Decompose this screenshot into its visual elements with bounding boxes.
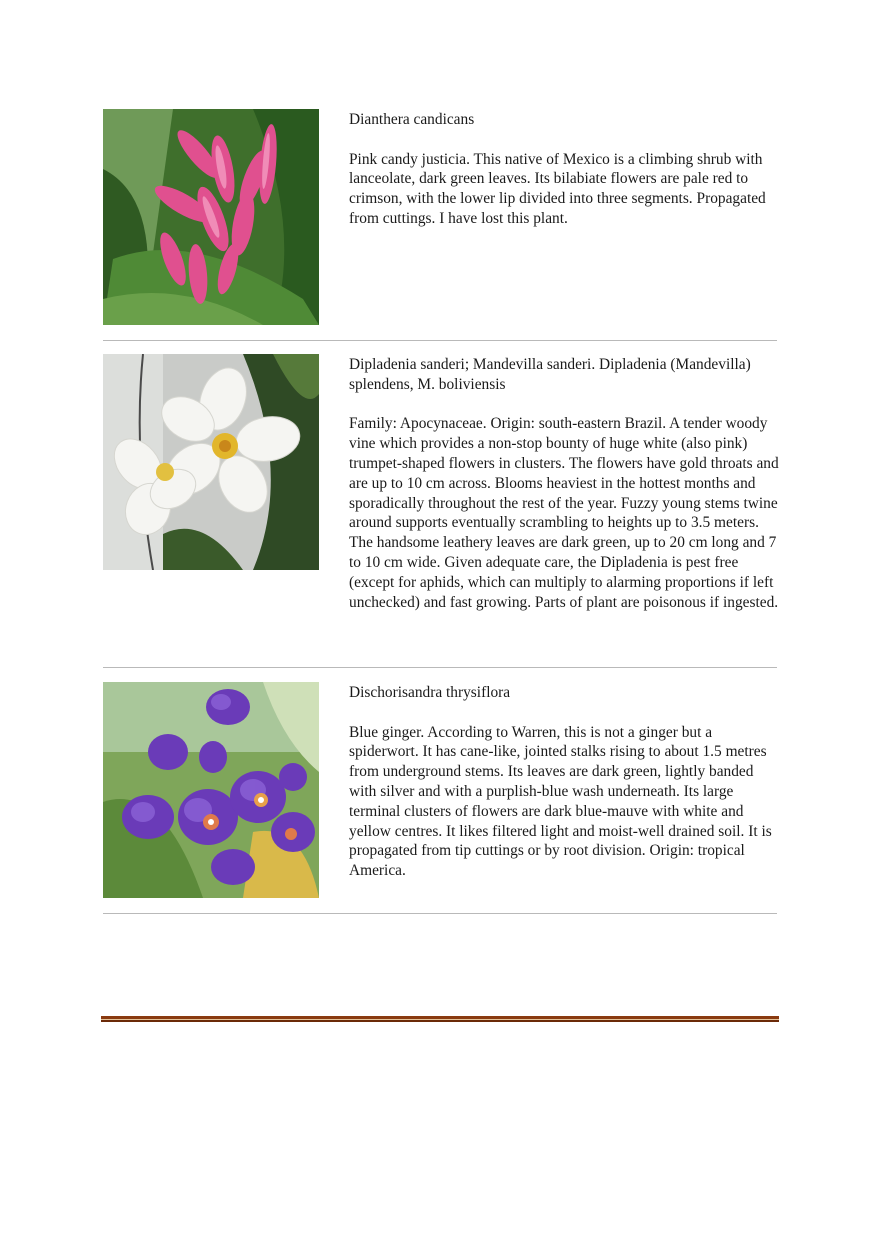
plant-name: Dischorisandra thrysiflora <box>349 684 511 701</box>
entry-text <box>349 110 779 229</box>
plant-description: Blue ginger. According to Warren, this is not a ginger but a spiderwort. It has cane-like, jointed stalks rising to about 1.5 metres from underground stems. Its leaves are dark green, lightly banded with silver and with a purplish-blue wash underneath. Its large terminal clusters of flowers are dark blue-mauve with white and yellow centres. It likes filtered light and moist-well drained soil. It is propagated from tip cuttings or by root division. Origin: tropical America. <box>349 723 772 880</box>
divider <box>103 667 777 668</box>
plant-entry-dianthera <box>103 109 777 325</box>
purple-flower-photo <box>103 682 319 898</box>
divider <box>103 340 777 341</box>
plant-name: Dianthera candicans <box>349 111 475 128</box>
footer-band-shadow <box>101 1020 779 1022</box>
plant-entry-dipladenia <box>103 354 777 654</box>
plant-description: Family: Apocynaceae. Origin: south-eastern Brazil. A tender woody vine which provides a non-stop bounty of huge white (also pink) trumpet-shaped flowers in clusters. The flowers have gold throats and are up to 10 cm across. Blooms heaviest in the hottest months and sporadically throughout the rest of the year. Fuzzy young stems twine around supports eventually scrambling to heights up to 3.5 meters. The handsome leathery leaves are dark green, up to 20 cm long and 7 to 10 cm wide. Given adequate care, the Dipladenia is pest free (except for aphids, which can multiply to alarming proportions if left unchecked) and fast growing. Parts of plant are poisonous if ingested. <box>349 415 779 611</box>
plant-entry-dischorisandra <box>103 682 777 898</box>
entry-text <box>349 683 779 881</box>
white-flower-photo <box>103 354 319 570</box>
plant-name: Dipladenia sanderi; Mandevilla sanderi. Dipladenia (Mandevilla) splendens, M. boliviensis <box>349 356 751 393</box>
divider <box>103 913 777 914</box>
plant-description: Pink candy justicia. This native of Mexico is a climbing shrub with lanceolate, dark green leaves. Its bilabiate flowers are pale red to crimson, with the lower lip divided into three segments. Propagated from cuttings. I have lost this plant. <box>349 150 766 227</box>
entry-text <box>349 355 779 612</box>
pink-flower-photo <box>103 109 319 325</box>
